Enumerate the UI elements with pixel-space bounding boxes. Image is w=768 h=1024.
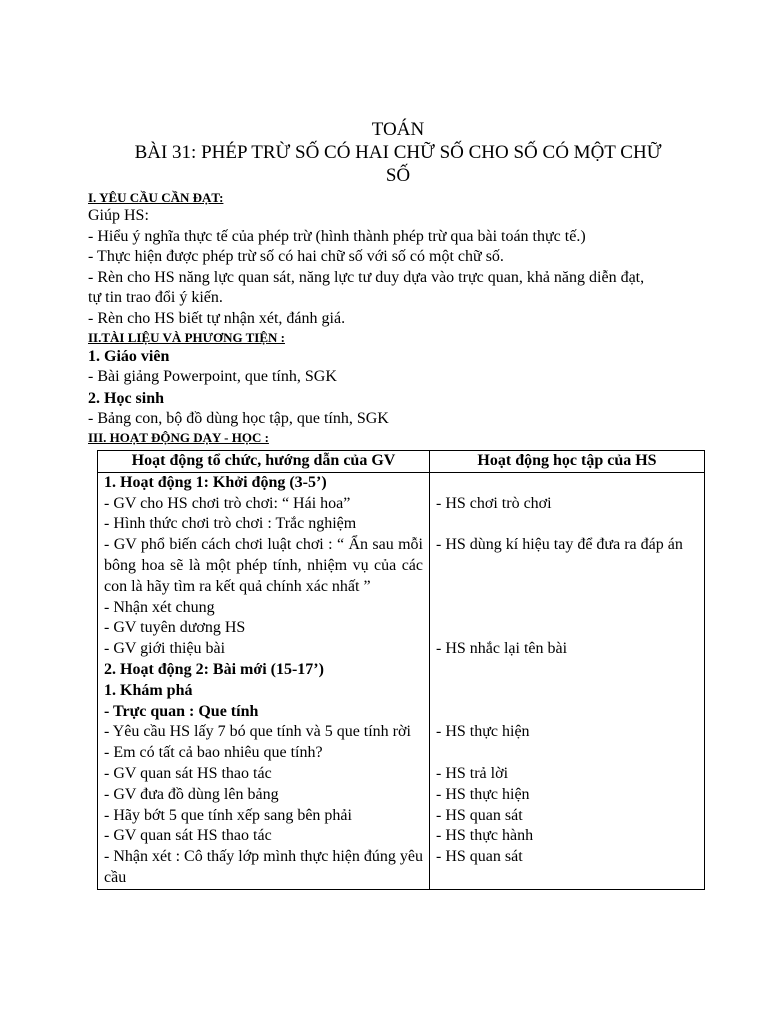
requirement-item: - Hiểu ý nghĩa thực tế của phép trừ (hình thành phép trừ qua bài toán thực tế.) <box>88 227 586 245</box>
gv-line: - Hình thức chơi trò chơi : Trắc nghiệm <box>104 515 357 533</box>
gv-line: - GV đưa đồ dùng lên bảng <box>104 785 279 803</box>
teacher-heading: 1. Giáo viên <box>88 348 170 365</box>
gv-activities-cell <box>98 472 430 889</box>
gv-line: - Nhận xét : Cô thấy lớp mình thực hiện đúng yêu cầu <box>104 848 423 886</box>
hs-line: - HS quan sát <box>436 848 523 866</box>
intro-text: Giúp HS: <box>88 207 149 224</box>
hs-line: - HS nhắc lại tên bài <box>436 640 568 658</box>
activity-1-heading: 1. Hoạt động 1: Khởi động (3-5’) <box>104 473 327 491</box>
requirement-item: - Rèn cho HS biết tự nhận xét, đánh giá. <box>88 309 346 327</box>
gv-column-header: Hoạt động tổ chức, hướng dẫn của GV <box>98 451 430 473</box>
lesson-title: BÀI 31: PHÉP TRỪ SỐ CÓ HAI CHỮ SỐ CHO SỐ CÓ MỘT CHỮ <box>134 142 662 163</box>
hs-line: - HS quan sát <box>436 806 523 824</box>
section-heading-requirements: I. YÊU CẦU CẦN ĐẠT: <box>88 190 224 205</box>
discover-heading: 1. Khám phá <box>104 681 193 699</box>
gv-line: - Yêu cầu HS lấy 7 bó que tính và 5 que tính rời <box>104 723 411 741</box>
gv-line: - Em có tất cả bao nhiêu que tính? <box>104 744 323 762</box>
section-heading-materials: II.TÀI LIỆU VÀ PHƯƠNG TIỆN : <box>88 330 285 345</box>
hs-line: - HS dùng kí hiệu tay để đưa ra đáp án <box>436 536 683 554</box>
hs-column-header: Hoạt động học tập của HS <box>430 451 705 473</box>
gv-line: - GV tuyên dương HS <box>104 619 246 637</box>
gv-line: - Hãy bớt 5 que tính xếp sang bên phải <box>104 806 352 824</box>
activity-2-heading: 2. Hoạt động 2: Bài mới (15-17’) <box>104 660 324 678</box>
student-heading: 2. Học sinh <box>88 389 165 407</box>
title-block <box>88 118 708 187</box>
student-materials: - Bảng con, bộ đồ dùng học tập, que tính, SGK <box>88 409 389 427</box>
gv-line: - GV quan sát HS thao tác <box>104 827 272 845</box>
hs-activities-cell <box>430 472 705 889</box>
hs-line: - HS chơi trò chơi <box>436 494 552 512</box>
document-body <box>88 189 688 446</box>
gv-line: - GV cho HS chơi trò chơi: “ Hái hoa” <box>104 494 351 512</box>
subject-title: TOÁN <box>371 119 425 140</box>
table-row <box>98 472 705 889</box>
visual-aid-heading: - Trực quan : Que tính <box>104 702 259 720</box>
table-header-row <box>98 451 705 473</box>
hs-line: - HS thực hiện <box>436 785 530 803</box>
requirement-item: - Thực hiện được phép trừ số có hai chữ số với số có một chữ số. <box>88 248 504 265</box>
gv-line: - Nhận xét chung <box>104 598 215 616</box>
lesson-title-continued: SỐ <box>385 165 411 186</box>
hs-line: - HS thực hành <box>436 827 534 845</box>
teacher-materials: - Bài giảng Powerpoint, que tính, SGK <box>88 368 337 385</box>
activities-table-wrap <box>97 450 692 890</box>
hs-line: - HS trả lời <box>436 764 509 782</box>
gv-line: - GV giới thiệu bài <box>104 640 226 658</box>
activities-table <box>97 450 705 890</box>
gv-line: - GV quan sát HS thao tác <box>104 764 272 782</box>
requirement-item: - Rèn cho HS năng lực quan sát, năng lực tư duy dựa vào trực quan, khả năng diễn đạt, tự tin trao đổi ý kiến. <box>88 268 645 306</box>
hs-line: - HS thực hiện <box>436 723 530 741</box>
section-heading-activities: III. HOẠT ĐỘNG DẠY - HỌC : <box>88 430 269 445</box>
gv-line: - GV phổ biến cách chơi luật chơi : “ Ẩn sau mỗi bông hoa sẽ là một phép tính, nhiệm vụ của các con là hãy tìm ra kết quả chính xác nhất ” <box>104 536 423 595</box>
